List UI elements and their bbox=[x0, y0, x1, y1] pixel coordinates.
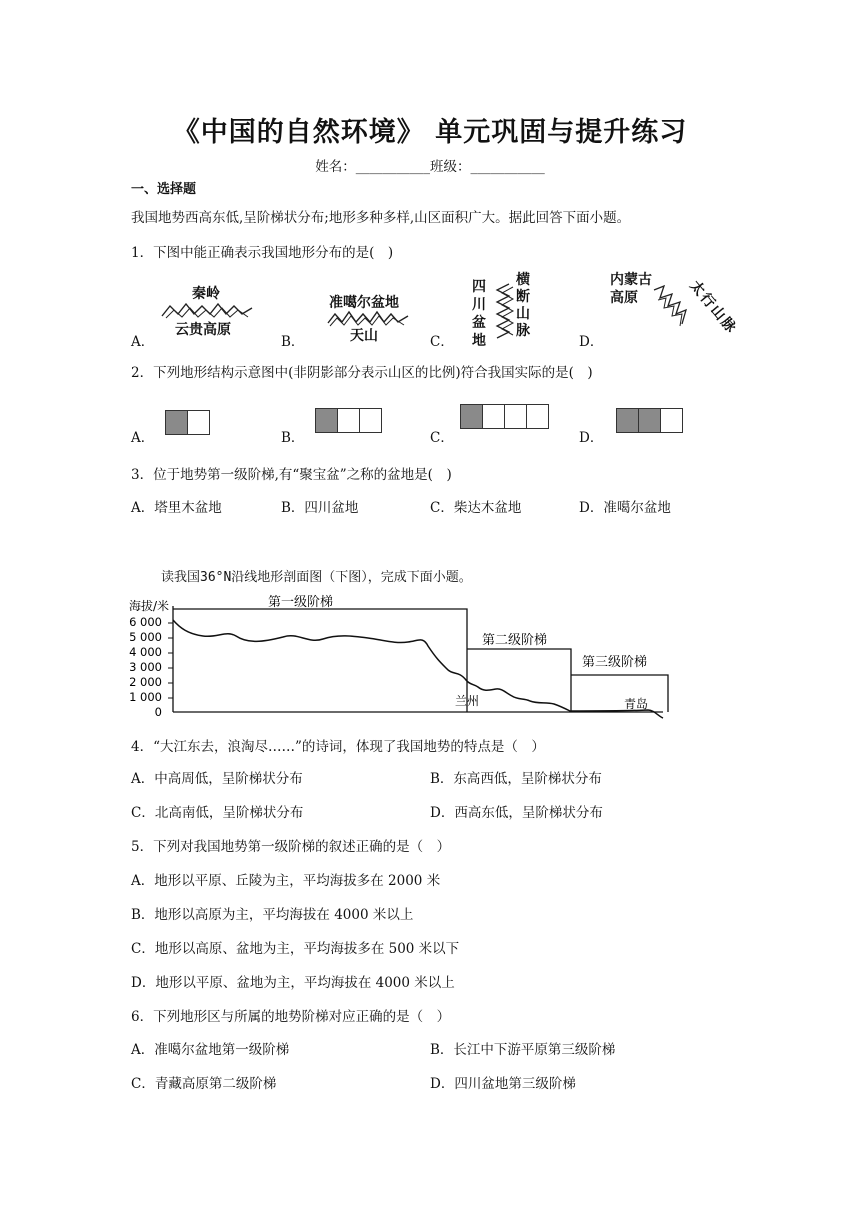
q4-option-b[interactable]: B．东高西低，呈阶梯状分布 bbox=[430, 771, 602, 787]
q1-option-a-label[interactable]: A． bbox=[131, 334, 155, 350]
q6-option-b[interactable]: B．长江中下游平原第三级阶梯 bbox=[430, 1042, 616, 1058]
q2-b-structure-box bbox=[315, 408, 382, 433]
q4-option-d[interactable]: D．西高东低，呈阶梯状分布 bbox=[430, 805, 603, 821]
q1-d-left-label: 内蒙古高原 bbox=[610, 272, 652, 306]
step3-outline bbox=[571, 675, 668, 712]
q1-b-bottom-label: 天山 bbox=[350, 328, 378, 344]
shaded-cell bbox=[617, 409, 639, 432]
section-heading: 一、选择题 bbox=[131, 182, 197, 197]
q2-option-d-label[interactable]: D． bbox=[579, 430, 604, 446]
q5-option-a[interactable]: A．地形以平原、丘陵为主，平均海拔多在 2000 米 bbox=[131, 873, 441, 889]
city-lanzhou-label: 兰州 bbox=[455, 694, 480, 708]
q4-option-a[interactable]: A．中高周低，呈阶梯状分布 bbox=[131, 771, 303, 787]
q5-stem: 5．下列对我国地势第一级阶梯的叙述正确的是（ ） bbox=[131, 839, 451, 855]
q1-b-top-label: 准噶尔盆地 bbox=[329, 295, 399, 311]
step2-label: 第二级阶梯 bbox=[482, 633, 548, 648]
q3-option-d[interactable]: D．准噶尔盆地 bbox=[579, 500, 671, 516]
profile-caption: 读我国36°N沿线地形剖面图（下图），完成下面小题。 bbox=[161, 570, 472, 585]
q2-option-b-label[interactable]: B． bbox=[281, 430, 305, 446]
y-tick-label: 2 000 bbox=[129, 675, 162, 689]
shaded-cell bbox=[166, 411, 188, 434]
q3-option-c[interactable]: C．柴达木盆地 bbox=[430, 500, 522, 516]
q5-option-d[interactable]: D．地形以平原、盆地为主，平均海拔在 4000 米以上 bbox=[131, 975, 455, 991]
q2-a-structure-box bbox=[165, 410, 210, 435]
q1-a-bottom-label: 云贵高原 bbox=[175, 322, 231, 338]
blank-cell bbox=[505, 405, 527, 428]
y-tick-label: 1 000 bbox=[129, 690, 162, 704]
y-tick-label: 4 000 bbox=[129, 645, 162, 659]
q4-stem: 4．“大江东去，浪淘尽……”的诗词，体现了我国地势的特点是（ ） bbox=[131, 739, 545, 755]
q3-option-a[interactable]: A．塔里木盆地 bbox=[131, 500, 222, 516]
mountain-range-icon bbox=[160, 300, 255, 320]
blank-cell bbox=[483, 405, 505, 428]
y-tick-label: 0 bbox=[154, 705, 162, 719]
q2-c-structure-box bbox=[460, 404, 549, 429]
q5-option-c[interactable]: C．地形以高原、盆地为主，平均海拔多在 500 米以下 bbox=[131, 941, 460, 957]
q1-d-right-label bbox=[673, 274, 740, 338]
q6-stem: 6．下列地形区与所属的地势阶梯对应正确的是（ ） bbox=[131, 1009, 451, 1025]
q3-stem: 3．位于地势第一级阶梯,有“聚宝盆”之称的盆地是( ) bbox=[131, 467, 452, 483]
q1-a-top-label: 秦岭 bbox=[192, 286, 220, 302]
y-tick-label: 6 000 bbox=[129, 615, 162, 629]
q2-option-c-label[interactable]: C． bbox=[430, 430, 454, 446]
q4-option-c[interactable]: C．北高南低，呈阶梯状分布 bbox=[131, 805, 304, 821]
y-tick-label: 5 000 bbox=[129, 630, 162, 644]
step1-label: 第一级阶梯 bbox=[268, 595, 334, 610]
q2-stem: 2．下列地形结构示意图中(非阴影部分表示山区的比例)符合我国实际的是( ) bbox=[131, 365, 593, 381]
q6-option-d[interactable]: D．四川盆地第三级阶梯 bbox=[430, 1076, 576, 1092]
q1-stem: 1．下图中能正确表示我国地形分布的是( ) bbox=[131, 245, 394, 261]
step2-outline bbox=[467, 649, 571, 712]
terrain-profile-diagram bbox=[128, 592, 673, 722]
y-tick-label: 3 000 bbox=[129, 660, 162, 674]
q1-option-c-label[interactable]: C． bbox=[430, 334, 454, 350]
step1-outline bbox=[173, 609, 467, 712]
q3-option-b[interactable]: B．四川盆地 bbox=[281, 500, 359, 516]
intro-text: 我国地势西高东低,呈阶梯状分布;地形多种多样,山区面积广大。据此回答下面小题。 bbox=[131, 210, 631, 226]
q5-option-b[interactable]: B．地形以高原为主，平均海拔在 4000 米以上 bbox=[131, 907, 414, 923]
q1-option-b-label[interactable]: B． bbox=[281, 334, 305, 350]
q1-d-right-text: 太行山脉 bbox=[686, 277, 740, 338]
q1-c-right-label: 横断山脉 bbox=[516, 272, 530, 339]
mountain-range-icon bbox=[489, 282, 515, 342]
q2-option-a-label[interactable]: A． bbox=[131, 430, 155, 446]
city-qingdao-label: 青岛 bbox=[624, 697, 649, 711]
page-title: 《中国的自然环境》 单元巩固与提升练习 bbox=[172, 117, 688, 148]
q6-option-c[interactable]: C．青藏高原第二级阶梯 bbox=[131, 1076, 277, 1092]
blank-cell bbox=[338, 409, 360, 432]
q6-option-a[interactable]: A．准噶尔盆地第一级阶梯 bbox=[131, 1042, 290, 1058]
step3-label: 第三级阶梯 bbox=[582, 655, 648, 670]
q1-option-d-label[interactable]: D． bbox=[579, 334, 604, 350]
shaded-cell bbox=[639, 409, 661, 432]
y-axis-label: 海拔/米 bbox=[129, 599, 170, 613]
name-class-line: 姓名：___________班级：___________ bbox=[315, 159, 545, 175]
q2-d-structure-box bbox=[616, 408, 683, 433]
q1-c-left-label: 四川盆地 bbox=[472, 279, 486, 349]
shaded-cell bbox=[461, 405, 483, 428]
shaded-cell bbox=[316, 409, 338, 432]
